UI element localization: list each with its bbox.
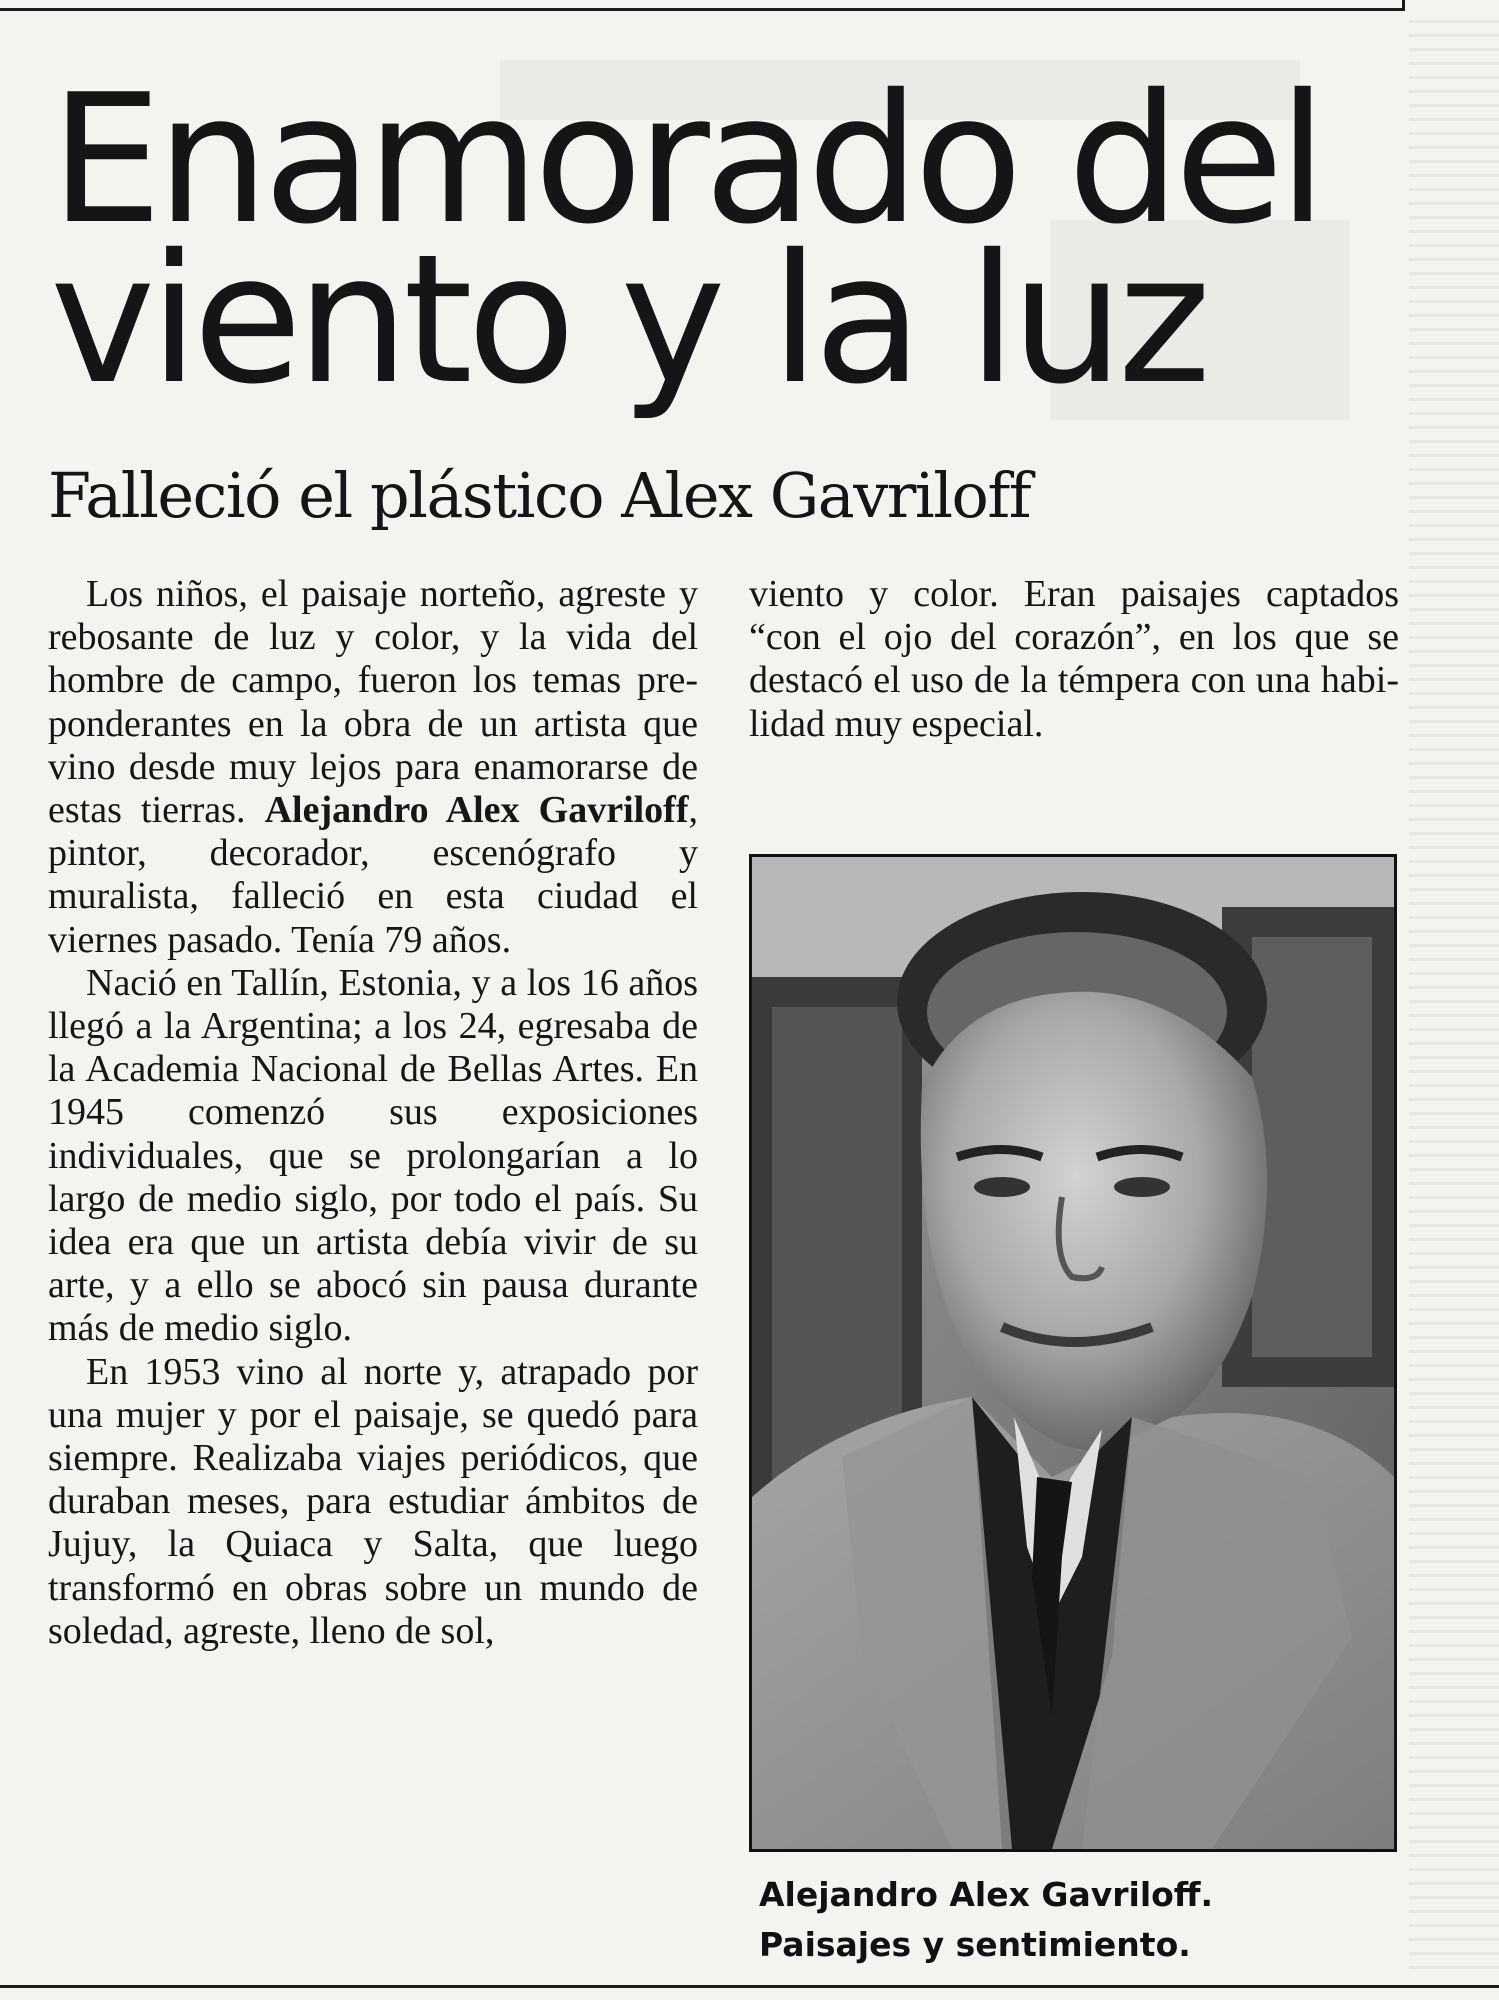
top-rule <box>0 8 1405 11</box>
portrait-photo <box>749 854 1397 1852</box>
paragraph-1-text-cont: , pintor, decorador, escenógrafo y muralista, falleció en esta ciudad el viernes pasado. Tenía 79 años. <box>48 789 698 961</box>
artist-name-bold: Alejandro Alex Gavriloff <box>264 789 689 832</box>
article-paragraph-1 <box>48 573 698 962</box>
photo-caption <box>759 1870 1213 1970</box>
headline-line-2: viento y la luz <box>50 216 1206 423</box>
article-column-1 <box>48 573 698 1653</box>
article-paragraph-2: Nació en Tallín, Estonia, y a los 16 años llegó a la Argentina; a los 24, egresaba de la Academia Nacional de Bellas Artes. En 1945 comenzó sus exposiciones individuales, que se prolongarían a lo largo de medio siglo, por todo el país. Su idea era que un artista debía vivir de su arte, y a ello se abocó sin pausa durante más de medio siglo. <box>48 961 698 1350</box>
subheadline: Falleció el plástico Alex Gavriloff <box>48 459 1031 532</box>
top-rule-corner <box>1402 0 1405 11</box>
bottom-rule <box>0 1985 1499 1988</box>
article-paragraph-4: viento y color. Eran paisajes captados “con el ojo del corazón”, en los que se destacó el uso de la témpera con una habilidad muy especial. <box>749 573 1399 745</box>
portrait-illustration <box>752 857 1394 1849</box>
headline-line-1: Enamorado del <box>50 56 1322 263</box>
article-paragraph-3: En 1953 vino al norte y, atrapado por una mujer y por el paisaje, se quedó para siempre. Realizaba viajes periódicos, que duraban meses, para estudiar ámbitos de Jujuy, la Quiaca y Salta, que luego transformó en obras sobre un mundo de soledad, agreste, lleno de sol, <box>48 1350 698 1652</box>
paragraph-1-text: Los niños, el paisaje norteño, agreste y rebosante de luz y color, y la vida del hombre de campo, fueron los temas preponderantes en la obra de un artista que vino desde muy lejos para enamorarse de estas tierras. <box>48 573 698 832</box>
adjacent-column-bleed <box>1409 20 1499 1970</box>
photo-caption-line-2: Paisajes y sentimiento. <box>759 1925 1191 1964</box>
photo-caption-line-1: Alejandro Alex Gavriloff. <box>759 1875 1214 1914</box>
headline <box>50 56 1322 423</box>
article-column-2 <box>749 573 1399 746</box>
